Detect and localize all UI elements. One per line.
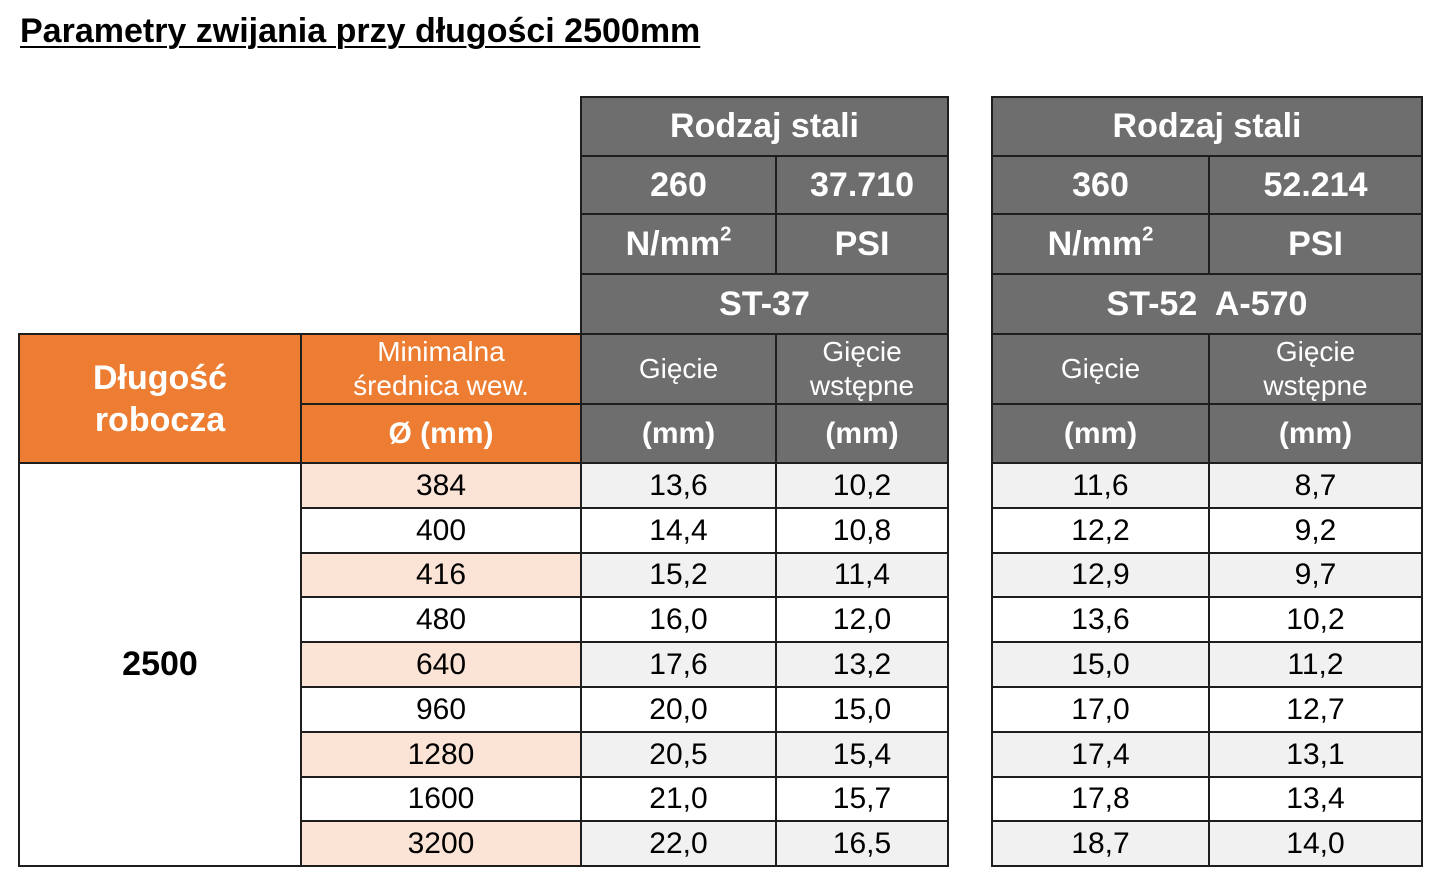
- diameter-cell: [300, 462, 582, 509]
- t1-bend-cell: [580, 686, 777, 733]
- t1-bend-cell-value: 13,6: [649, 468, 708, 502]
- t1-col2-header: [775, 333, 949, 405]
- t1-bend-cell-value: 14,4: [649, 513, 708, 547]
- t1-bend-cell-value: 17,6: [649, 647, 708, 681]
- t2-prebend-cell: [1208, 820, 1423, 867]
- t2-bend-cell: [991, 731, 1210, 778]
- t2-prebend-cell-value: 9,7: [1294, 558, 1337, 591]
- t1-col2-label-line1: Gięcie: [822, 336, 902, 367]
- diameter-cell-value: 1280: [407, 737, 475, 771]
- t2-bend-cell-value: 12,9: [1071, 558, 1130, 591]
- t2-prebend-cell: [1208, 641, 1423, 688]
- working-length-value-cell: [18, 462, 302, 867]
- t2-bend-cell: [991, 820, 1210, 867]
- t2-prebend-cell-value: 13,4: [1286, 782, 1345, 815]
- t1-bend-cell-value: 21,0: [649, 782, 708, 815]
- t1-prebend-cell-value: 11,4: [833, 558, 891, 591]
- t2-bend-cell-value: 17,8: [1071, 782, 1130, 815]
- t2-bend-cell: [991, 596, 1210, 643]
- working-length-value: 2500: [122, 645, 198, 683]
- diameter-cell: [300, 820, 582, 867]
- t2-bend-cell: [991, 462, 1210, 509]
- t1-col2-unit-label: (mm): [825, 416, 899, 450]
- t2-prebend-cell: [1208, 507, 1423, 554]
- t2-prebend-cell-value: 8,7: [1294, 468, 1337, 502]
- t1-prebend-cell: [775, 596, 949, 643]
- t2-prebend-cell-value: 14,0: [1286, 826, 1345, 860]
- page-title: Parametry zwijania przy długości 2500mm: [20, 12, 701, 50]
- t2-prebend-cell: [1208, 686, 1423, 733]
- t1-prebend-cell: [775, 462, 949, 509]
- t2-bend-cell-value: 18,7: [1071, 826, 1130, 860]
- min-diameter-header: [300, 333, 582, 405]
- t1-prebend-cell-value: 13,2: [832, 647, 892, 681]
- t2-prebend-cell-value: 12,7: [1286, 692, 1345, 726]
- t1-bend-cell-value: 22,0: [649, 826, 708, 860]
- diameter-cell: [300, 507, 582, 554]
- t1-prebend-cell-value: 10,2: [832, 468, 892, 502]
- diameter-cell-value: 3200: [407, 826, 475, 860]
- diameter-cell-value: 960: [415, 692, 467, 726]
- t2-bend-cell: [991, 776, 1210, 822]
- t2-strength-psi-value: 52.214: [1263, 165, 1368, 204]
- min-diameter-label-line1: Minimalna: [377, 336, 505, 367]
- t2-unit-nmm2-exp: 2: [1142, 223, 1154, 246]
- t2-bend-cell-value: 17,0: [1071, 692, 1130, 726]
- t1-prebend-cell-value: 10,8: [832, 513, 892, 547]
- t1-bend-cell-value: 15,2: [649, 558, 708, 591]
- min-diameter-label-line2: średnica wew.: [353, 370, 529, 401]
- diameter-unit-header: [300, 403, 582, 464]
- t2-col2-label-line1: Gięcie: [1275, 336, 1356, 367]
- t2-col2-unit: [1208, 403, 1423, 464]
- t2-bend-cell-value: 15,0: [1071, 647, 1130, 681]
- t2-bend-cell: [991, 641, 1210, 688]
- t2-prebend-cell: [1208, 462, 1423, 509]
- diameter-cell: [300, 776, 582, 822]
- t2-unit-nmm2-base: N/mm: [1047, 224, 1143, 263]
- t1-prebend-cell: [775, 820, 949, 867]
- t1-unit-psi-label: PSI: [834, 224, 890, 263]
- t2-bend-cell: [991, 552, 1210, 598]
- working-length-header: [18, 333, 302, 464]
- t1-prebend-cell: [775, 641, 949, 688]
- t1-col1-unit-label: (mm): [641, 416, 716, 450]
- t1-strength-psi: [775, 155, 949, 215]
- t1-bend-cell: [580, 820, 777, 867]
- t2-strength-nmm2: [991, 155, 1210, 215]
- t1-prebend-cell: [775, 731, 949, 778]
- t1-bend-cell: [580, 552, 777, 598]
- t1-col2-unit: [775, 403, 949, 464]
- t1-prebend-cell: [775, 507, 949, 554]
- t2-strength-psi: [1208, 155, 1423, 215]
- t2-grade: [991, 273, 1423, 335]
- t1-grade-label: ST-37: [719, 284, 810, 323]
- t1-strength-psi-value: 37.710: [810, 165, 914, 204]
- t2-unit-psi: [1208, 213, 1423, 275]
- t2-bend-cell: [991, 686, 1210, 733]
- t2-unit-nmm2: [991, 213, 1210, 275]
- t1-steel-type-label: Rodzaj stali: [670, 107, 859, 145]
- t2-prebend-cell-value: 9,2: [1294, 513, 1337, 547]
- t1-prebend-cell-value: 15,0: [832, 692, 892, 726]
- diameter-cell: [300, 686, 582, 733]
- t1-bend-cell-value: 20,5: [649, 737, 708, 771]
- diameter-cell-value: 384: [415, 468, 467, 502]
- t1-unit-nmm2-base: N/mm: [625, 224, 721, 263]
- t2-prebend-cell-value: 13,1: [1286, 737, 1345, 771]
- t1-prebend-cell-value: 15,4: [832, 737, 892, 771]
- t2-grade-label: ST-52 A-570: [1106, 284, 1308, 323]
- t1-strength-nmm2-value: 260: [650, 165, 707, 204]
- t1-bend-cell-value: 16,0: [649, 602, 708, 636]
- t2-steel-type-header: [991, 96, 1423, 157]
- t1-prebend-cell-value: 12,0: [832, 602, 892, 636]
- t1-bend-cell: [580, 776, 777, 822]
- t2-col1-unit-label: (mm): [1063, 416, 1138, 450]
- diameter-cell: [300, 596, 582, 643]
- t1-prebend-cell: [775, 552, 949, 598]
- t2-col1-unit: [991, 403, 1210, 464]
- t2-col2-label-line2: wstępne: [1263, 370, 1368, 401]
- t1-bend-cell: [580, 641, 777, 688]
- t2-bend-cell-value: 12,2: [1071, 513, 1130, 547]
- working-length-label-line2: robocza: [94, 400, 226, 439]
- t1-unit-psi: [775, 213, 949, 275]
- diameter-cell-value: 416: [415, 558, 467, 591]
- t1-bend-cell: [580, 462, 777, 509]
- t1-prebend-cell: [775, 776, 949, 822]
- t1-strength-nmm2: [580, 155, 777, 215]
- t2-steel-type-label: Rodzaj stali: [1112, 107, 1302, 145]
- t1-unit-nmm2-exp: 2: [720, 223, 732, 246]
- t2-bend-cell-value: 11,6: [1072, 468, 1129, 502]
- t2-prebend-cell: [1208, 596, 1423, 643]
- t2-prebend-cell: [1208, 776, 1423, 822]
- t1-grade: [580, 273, 949, 335]
- t1-col1-unit: [580, 403, 777, 464]
- t2-prebend-cell-value: 11,2: [1287, 647, 1344, 681]
- diameter-unit-label: Ø (mm): [388, 416, 494, 450]
- t1-steel-type-header: [580, 96, 949, 157]
- diameter-cell-value: 480: [415, 602, 467, 636]
- working-length-label-line1: Długość: [92, 358, 228, 397]
- t2-prebend-cell: [1208, 552, 1423, 598]
- t2-col1-header: [991, 333, 1210, 405]
- t2-col1-label: Gięcie: [1060, 353, 1141, 384]
- t2-unit-psi-label: PSI: [1288, 224, 1343, 263]
- t1-bend-cell: [580, 731, 777, 778]
- t1-col1-header: [580, 333, 777, 405]
- t2-bend-cell-value: 13,6: [1071, 602, 1130, 636]
- t1-prebend-cell-value: 15,7: [832, 782, 892, 815]
- t2-col2-unit-label: (mm): [1278, 416, 1353, 450]
- t1-col1-label: Gięcie: [638, 353, 719, 384]
- diameter-cell: [300, 731, 582, 778]
- t1-col2-label-line2: wstępne: [809, 370, 915, 401]
- diameter-cell-value: 640: [415, 647, 467, 681]
- t1-bend-cell: [580, 596, 777, 643]
- t1-prebend-cell-value: 16,5: [832, 826, 892, 860]
- t2-prebend-cell-value: 10,2: [1286, 602, 1345, 636]
- diameter-cell: [300, 552, 582, 598]
- t2-strength-nmm2-value: 360: [1072, 165, 1129, 204]
- diameter-cell-value: 1600: [407, 782, 475, 815]
- t2-col2-header: [1208, 333, 1423, 405]
- diameter-cell-value: 400: [415, 513, 467, 547]
- t1-bend-cell-value: 20,0: [649, 692, 708, 726]
- t2-bend-cell-value: 17,4: [1071, 737, 1130, 771]
- t2-prebend-cell: [1208, 731, 1423, 778]
- t1-prebend-cell: [775, 686, 949, 733]
- t1-unit-nmm2: [580, 213, 777, 275]
- diameter-cell: [300, 641, 582, 688]
- t2-bend-cell: [991, 507, 1210, 554]
- t1-bend-cell: [580, 507, 777, 554]
